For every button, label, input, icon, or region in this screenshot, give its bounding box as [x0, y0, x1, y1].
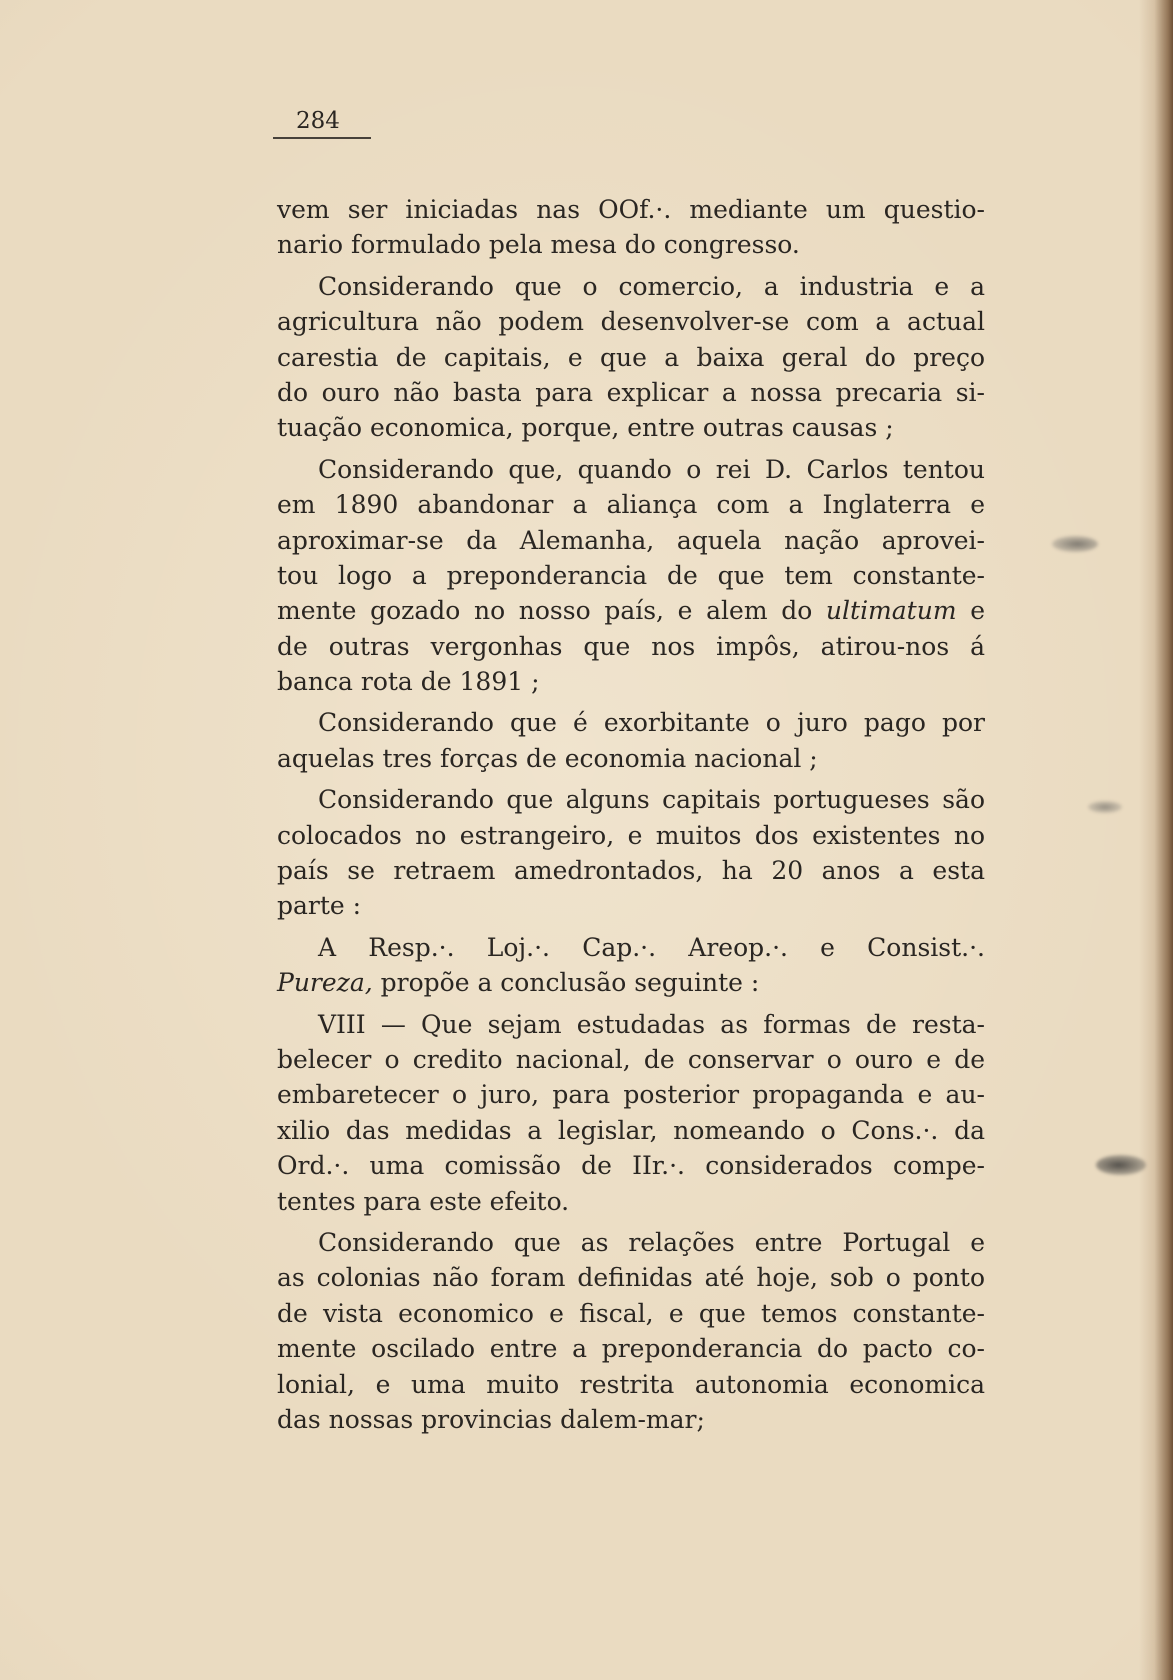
- text-segment: propõe a conclusão seguinte :: [372, 968, 760, 998]
- text-line: [277, 593, 985, 628]
- page-number-rule: [273, 137, 371, 139]
- body-text: [277, 192, 985, 1437]
- ink-stain: [1088, 801, 1122, 813]
- paragraph: [277, 192, 985, 263]
- text-line: A Resp.·. Loj.·. Cap.·. Areop.·. e Consist.·.: [318, 932, 985, 962]
- paragraph: [277, 782, 985, 924]
- text-line: carestia de capitais, e que a baixa geral do preço: [277, 342, 985, 372]
- ink-stain: [1052, 536, 1098, 552]
- text-line: tou logo a preponderancia de que tem constante-: [277, 560, 985, 590]
- text-line: [277, 965, 985, 1000]
- text-line: as colonias não foram definidas até hoje, sob o ponto: [277, 1263, 985, 1293]
- text-line: VIII — Que sejam estudadas as formas de resta-: [318, 1009, 985, 1039]
- text-line: tuação economica, porque, entre outras causas ;: [277, 413, 894, 443]
- paragraph: [277, 452, 985, 700]
- text-line: parte :: [277, 891, 362, 921]
- text-line: Ord.·. uma comissão de IIr.·. considerados compe-: [277, 1151, 985, 1181]
- italic-term: ultimatum: [825, 596, 957, 626]
- text-line: agricultura não podem desenvolver-se com a actual: [277, 307, 985, 337]
- text-line: de vista economico e fiscal, e que temos constante-: [277, 1298, 985, 1328]
- paragraph: [277, 930, 985, 1001]
- text-line: mente oscilado entre a preponderancia do pacto co-: [277, 1334, 985, 1364]
- text-line: embaretecer o juro, para posterior propaganda e au-: [277, 1080, 985, 1110]
- text-line: país se retraem amedrontados, ha 20 anos a esta: [277, 856, 985, 886]
- text-line: do ouro não basta para explicar a nossa precaria si-: [277, 377, 985, 407]
- text-line: aquelas tres forças de economia nacional ;: [277, 743, 818, 773]
- text-line: colocados no estrangeiro, e muitos dos existentes no: [277, 820, 985, 850]
- paragraph: [277, 1007, 985, 1219]
- paragraph: [277, 269, 985, 446]
- text-segment: e: [956, 596, 985, 626]
- text-line: Considerando que é exorbitante o juro pago por: [318, 708, 985, 738]
- text-line: das nossas provincias dalem-mar;: [277, 1404, 705, 1434]
- text-segment: mente gozado no nosso país, e alem do: [277, 596, 826, 626]
- text-line: nario formulado pela mesa do congresso.: [277, 230, 800, 260]
- text-line: de outras vergonhas que nos impôs, atirou-nos á: [277, 631, 985, 661]
- paragraph: [277, 1225, 985, 1437]
- text-line: em 1890 abandonar a aliança com a Inglaterra e: [277, 490, 985, 520]
- text-line: aproximar-se da Alemanha, aquela nação aprovei-: [277, 525, 985, 555]
- text-line: lonial, e uma muito restrita autonomia economica: [277, 1369, 985, 1399]
- text-line: vem ser iniciadas nas OOf.·. mediante um questio-: [277, 195, 985, 224]
- text-line: xilio das medidas a legislar, nomeando o Cons.·. da: [277, 1115, 985, 1145]
- page-number: 284: [296, 108, 340, 134]
- italic-term: Pureza,: [277, 968, 373, 998]
- paragraph: [277, 705, 985, 776]
- text-line: belecer o credito nacional, de conservar o ouro e de: [277, 1044, 985, 1074]
- text-line: tentes para este efeito.: [277, 1186, 570, 1216]
- text-line: Considerando que, quando o rei D. Carlos tentou: [318, 454, 985, 484]
- text-line: banca rota de 1891 ;: [277, 667, 540, 697]
- text-line: Considerando que alguns capitais portugueses são: [318, 785, 985, 815]
- text-line: Considerando que as relações entre Portugal e: [318, 1227, 985, 1257]
- text-line: Considerando que o comercio, a industria e a: [318, 271, 985, 301]
- ink-stain: [1096, 1155, 1146, 1175]
- page-edge-shadow: [1139, 0, 1173, 1680]
